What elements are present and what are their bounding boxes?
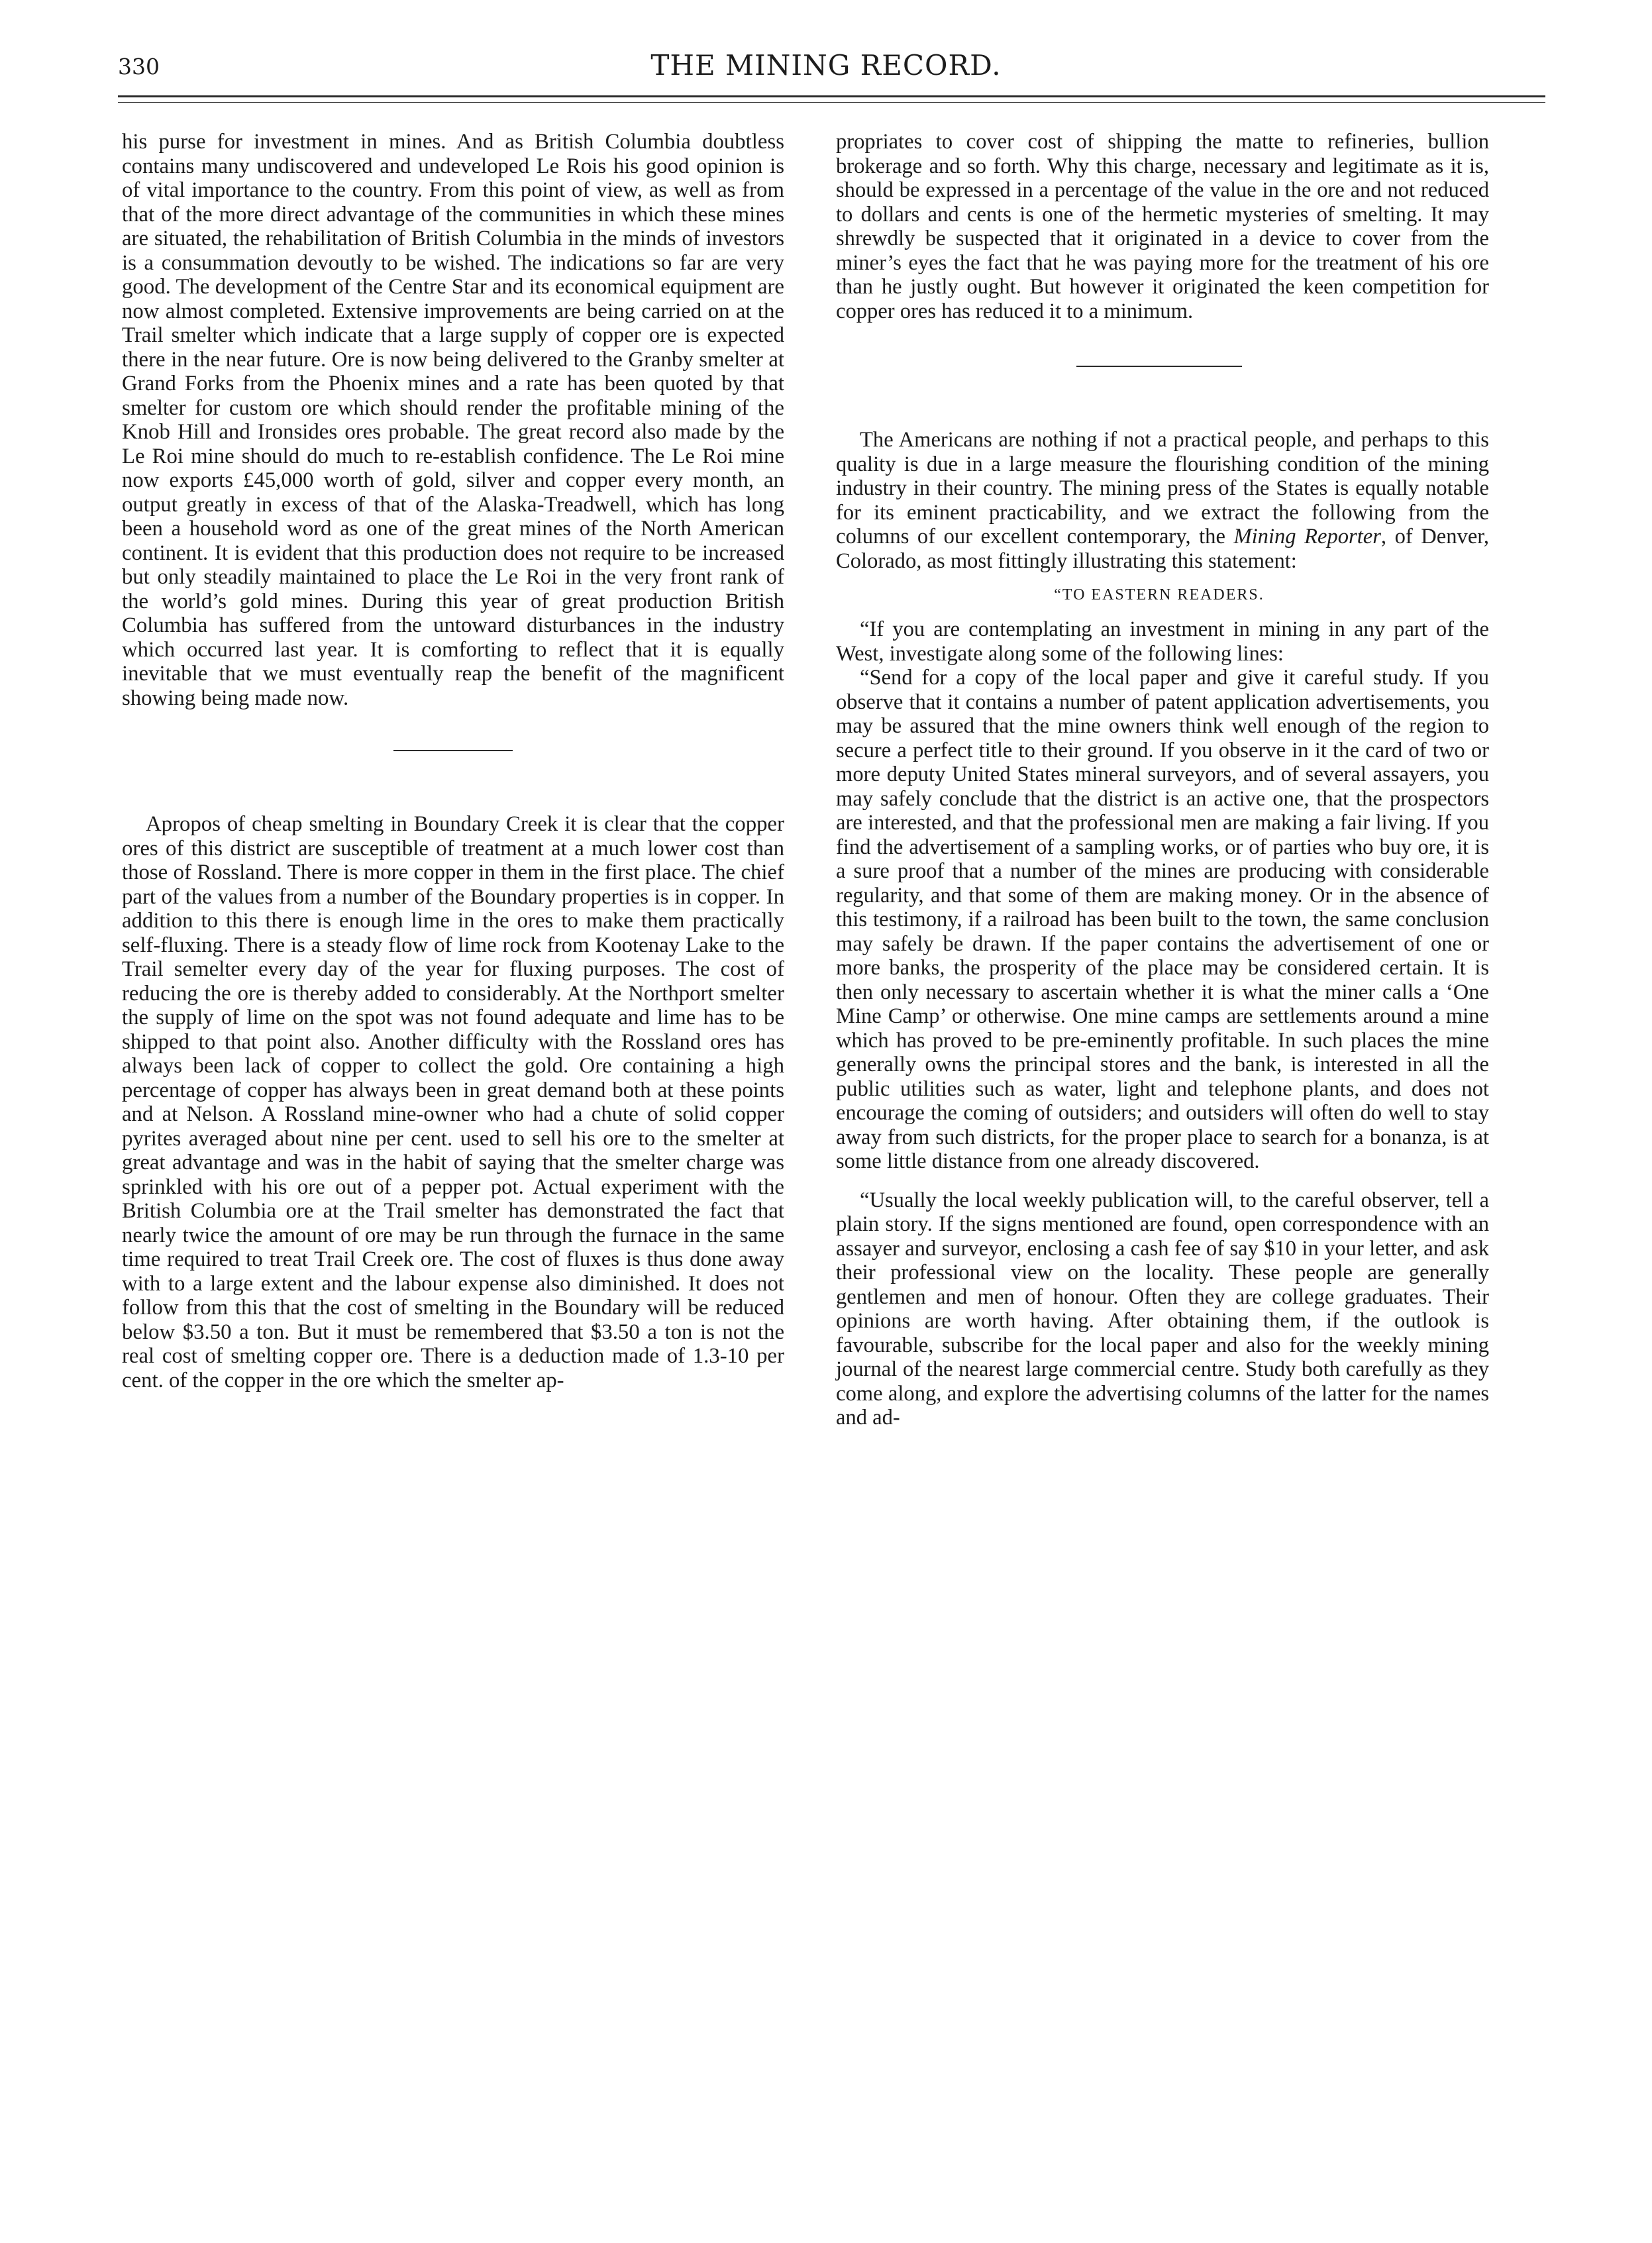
publication-title: Mining Reporter [1233, 525, 1381, 548]
header-rule-thin [118, 102, 1545, 103]
right-paragraph-2 [829, 428, 1489, 573]
right-column [829, 130, 1489, 1430]
left-paragraph-1: his purse for investment in mines. And as British Columbia doubtless contains many undiscovered and undeveloped Le Rois his good opinion is of vital importance to the country. From this point of view, as well as from that of the more direct advantage of the communities in which these mines are situated, the rehabilitation of British Columbia in the minds of investors is a consummation devoutly to be wished. The indications so far are very good. The development of the Centre Star and its economical equipment are now almost completed. Extensive improvements are being carried on at the Trail smelter which indicate that a large supply of copper ore is expected there in the near future. Ore is now being delivered to the Granby smelter at Grand Forks from the Phoenix mines and a rate has been quoted by that smelter for custom ore which should render the profitable mining of the Knob Hill and Ironsides ores probable. The great record also made by the Le Roi mine should do much to re-establish confidence. The Le Roi mine now exports £45,000 worth of gold, silver and copper every month, an output greatly in excess of that of the Alaska-Treadwell, which has long been a household word as one of the great mines of the North American continent. It is evident that this production does not require to be increased but only steadily maintained to place the Le Roi in the very front rank of the world’s gold mines. During this year of great production British Columbia has suffered from the untoward disturbances in the industry which occurred last year. It is comforting to reflect that it is equally inevitable that we must eventually reap the benefit of the magnificent showing being made now. [122, 130, 784, 710]
left-column [122, 130, 784, 1392]
header-rule-thick [118, 95, 1545, 97]
left-paragraph-2: Apropos of cheap smelting in Boundary Creek it is clear that the copper ores of this district are susceptible of treatment at a much lower cost than those of Rossland. There is more copper in them in the first place. The chief part of the values from a number of the Boundary properties is in copper. In addition to this there is enough lime in the ores to make them practically self-fluxing. There is a steady flow of lime rock from Kootenay Lake to the Trail semelter every day of the year for fluxing purposes. The cost of reducing the ore is thereby added to considerably. At the Northport smelter the supply of lime on the spot was not found adequate and lime has to be shipped to that point also. Another difficulty with the Rossland ores has always been lack of copper to collect the gold. Ore containing a high percentage of copper has always been in great demand both at these points and at Nelson. A Rossland mine-owner who had a chute of solid copper pyrites averaged about nine per cent. used to sell his ore to the smelter at great advantage and was in the habit of saying that the smelter charge was sprinkled with his ore out of a pepper pot. Actual experiment with the British Columbia ore at the Trail smelter has demonstrated the fact that nearly twice the amount of ore may be run through the furnace in the same time required to treat Trail Creek ore. The cost of fluxes is thus done away with to a large extent and the labour expense also diminished. It does not follow from this that the cost of smelting in the Boundary will be reduced below $3.50 a ton. But it must be remembered that $3.50 a ton is not the real cost of smelting copper ore. There is a deduction made of 1.3-10 per cent. of the copper in the ore which the smelter ap- [122, 812, 784, 1392]
section-divider [1076, 366, 1242, 367]
right-paragraph-1: propriates to cover cost of shipping the matte to refineries, bullion brokerage and so forth. Why this charge, necessary and legitimate as it is, should be expressed in a percentage of the value in the ore and not reduced to dollars and cents is one of the hermetic mysteries of smelting. It may shrewdly be suspected that it originated in a device to cover from the miner’s eyes the fact that he was paying more for the treatment of his ore than he justly ought. But however it originated the keen competition for copper ores has reduced it to a minimum. [836, 130, 1489, 323]
running-title: THE MINING RECORD. [650, 49, 1002, 81]
section-divider [393, 750, 513, 751]
paragraph-text: The Americans are nothing if not a practical people, and perhaps to this quality is due in a large measure the flourishing condition of the mining industry in their country. The mining press of the States is equally notable for its eminent practicability, and we extract the following from the columns of our excellent contemporary, the [836, 428, 1489, 548]
right-paragraph-3: “If you are contemplating an investment in mining in any part of the West, investigate along some of the following lines: [836, 617, 1489, 666]
right-paragraph-5: “Usually the local weekly publication will, to the careful observer, tell a plain story. If the signs mentioned are found, open correspondence with an assayer and surveyor, enclosing a cash fee of say $10 in your letter, and ask their professional view on the locality. These people are generally gentlemen and men of honour. Often they are college graduates. Their opinions are worth having. After obtaining them, if the outlook is favourable, subscribe for the local paper and also for the weekly mining journal of the nearest large commercial centre. Study both carefully as they come along, and explore the advertising columns of the latter for the names and ad- [836, 1188, 1489, 1430]
paragraph-text: , of Denver, Colorado, as most fittingly illustrating this statement: [836, 525, 1489, 573]
page-number: 330 [118, 54, 160, 79]
quote-subheading: “TO EASTERN READERS. [1054, 586, 1265, 603]
right-paragraph-4: “Send for a copy of the local paper and give it careful study. If you observe that it contains a number of patent application advertisements, you may be assured that the mine owners think well enough of the region to secure a perfect title to their ground. If you observe in it the card of two or more deputy United States mineral surveyors, and of several assayers, you may safely conclude that the district is an active one, that the prospectors are interested, and that the professional men are making a fair living. If you find the advertisement of a sampling works, or of parties who buy ore, it is a sure proof that a number of the mines are producing with considerable regularity, and that some of them are making money. Or in the absence of this testimony, if a railroad has been built to the town, the same conclusion may safely be drawn. If the paper contains the advertisement of one or more banks, the prosperity of the place may be considered certain. It is then only necessary to ascertain whether it is what the miner calls a ‘One Mine Camp’ or otherwise. One mine camps are settlements around a mine which has proved to be pre-eminently profitable. In such places the mine generally owns the principal stores and the bank, is interested in all the public utilities such as water, light and telephone plants, and does not encourage the coming of outsiders; and outsiders will often do well to stay away from such districts, for the proper place to search for a bonanza, is at some little distance from one already discovered. [836, 666, 1489, 1173]
